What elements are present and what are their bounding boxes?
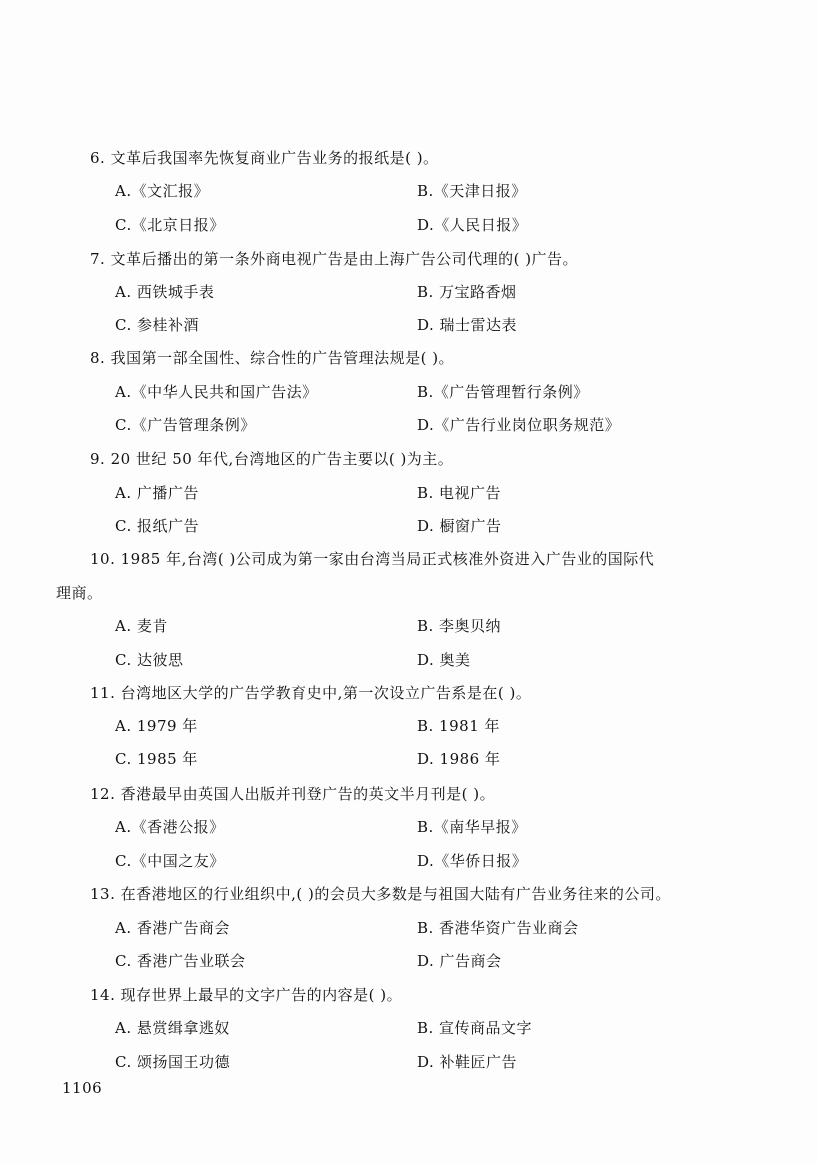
question-10-option-b: B. 李奥贝纳 — [417, 617, 502, 635]
question-8-option-a: A.《中华人民共和国广告法》 — [115, 383, 318, 401]
question-10-option-c: C. 达彼思 — [115, 651, 184, 669]
question-12-option-b: B.《南华早报》 — [417, 818, 527, 836]
question-11-option-d: D. 1986 年 — [417, 750, 501, 768]
question-12-option-c: C.《中国之友》 — [115, 852, 225, 870]
question-13-option-c: C. 香港广告业联会 — [115, 952, 246, 970]
question-6-stem: 6. 文革后我国率先恢复商业广告业务的报纸是( )。 — [90, 149, 439, 167]
question-13-option-a: A. 香港广告商会 — [115, 919, 230, 937]
question-8-stem: 8. 我国第一部全国性、综合性的广告管理法规是( )。 — [90, 349, 455, 367]
question-9-stem: 9. 20 世纪 50 年代,台湾地区的广告主要以( )为主。 — [90, 450, 454, 468]
question-8-option-c: C.《广告管理条例》 — [115, 416, 256, 434]
question-9-option-c: C. 报纸广告 — [115, 517, 199, 535]
question-10-option-a: A. 麦肯 — [115, 617, 168, 635]
question-14-option-d: D. 补鞋匠广告 — [417, 1053, 518, 1071]
question-14-option-a: A. 悬赏缉拿逃奴 — [115, 1019, 230, 1037]
question-7-option-b: B. 万宝路香烟 — [417, 283, 517, 301]
question-6-option-d: D.《人民日报》 — [417, 216, 528, 234]
question-14-option-c: C. 颂扬国王功德 — [115, 1053, 230, 1071]
question-6-option-a: A.《文汇报》 — [115, 182, 210, 200]
question-12-option-a: A.《香港公报》 — [115, 818, 225, 836]
question-13-option-d: D. 广告商会 — [417, 952, 502, 970]
question-7-option-c: C. 参桂补酒 — [115, 316, 199, 334]
question-13-option-b: B. 香港华资广告业商会 — [417, 919, 579, 937]
question-12-option-d: D.《华侨日报》 — [417, 852, 528, 870]
question-6-option-b: B.《天津日报》 — [417, 182, 527, 200]
question-11-option-c: C. 1985 年 — [115, 750, 198, 768]
question-6-option-c: C.《北京日报》 — [115, 216, 225, 234]
question-9-option-a: A. 广播广告 — [115, 484, 199, 502]
question-10-option-d: D. 奥美 — [417, 651, 471, 669]
question-10-stem: 10. 1985 年,台湾( )公司成为第一家由台湾当局正式核准外资进入广告业的国际代 — [90, 550, 655, 568]
question-9-option-b: B. 电视广告 — [417, 484, 502, 502]
question-14-stem: 14. 现存世界上最早的文字广告的内容是( )。 — [90, 986, 403, 1004]
question-11-stem: 11. 台湾地区大学的广告学教育史中,第一次设立广告系是在( )。 — [90, 684, 532, 702]
question-7-option-a: A. 西铁城手表 — [115, 283, 215, 301]
question-13-stem: 13. 在香港地区的行业组织中,( )的会员大多数是与祖国大陆有广告业务往来的公司。 — [90, 885, 671, 903]
page-number: 1106 — [62, 1079, 103, 1097]
question-7-option-d: D. 瑞士雷达表 — [417, 316, 518, 334]
question-14-option-b: B. 宣传商品文字 — [417, 1019, 533, 1037]
question-12-stem: 12. 香港最早由英国人出版并刊登广告的英文半月刊是( )。 — [90, 785, 496, 803]
question-11-option-b: B. 1981 年 — [417, 717, 501, 735]
question-9-option-d: D. 橱窗广告 — [417, 517, 502, 535]
question-7-stem: 7. 文革后播出的第一条外商电视广告是由上海广告公司代理的( )广告。 — [90, 250, 579, 268]
question-11-option-a: A. 1979 年 — [115, 717, 198, 735]
question-10-stem-continuation: 理商。 — [56, 584, 103, 602]
question-8-option-d: D.《广告行业岗位职务规范》 — [417, 416, 621, 434]
question-8-option-b: B.《广告管理暂行条例》 — [417, 383, 589, 401]
